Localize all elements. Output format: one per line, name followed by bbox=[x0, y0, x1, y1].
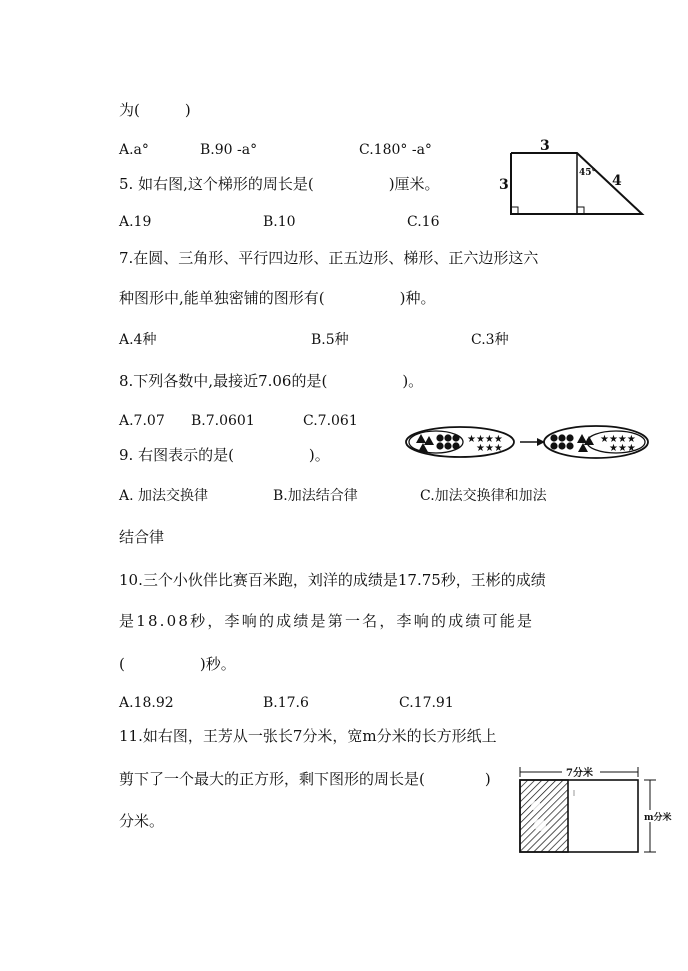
q7-stem-line2: 种图形中,能单独密铺的图形有( )种。 bbox=[119, 289, 436, 307]
length-label: 7分米 bbox=[566, 768, 593, 779]
q9-option-c-cont: 结合律 bbox=[119, 528, 165, 546]
q7-option-b: B.5种 bbox=[311, 332, 349, 348]
triangle-icon bbox=[577, 434, 587, 443]
q10-option-b: B.17.6 bbox=[263, 695, 309, 711]
q4-option-b: B.90 -a° bbox=[200, 142, 258, 158]
q7-stem-line1: 7.在圆、三角形、平行四边形、正五边形、梯形、正六边形这六 bbox=[119, 249, 539, 267]
q8-option-c: C.7.061 bbox=[303, 413, 358, 429]
q4-option-a: A.a° bbox=[119, 142, 149, 158]
cut-square-hatched bbox=[520, 780, 568, 852]
q4-option-c: C.180° -a° bbox=[359, 142, 432, 158]
q5-option-a: A.19 bbox=[119, 214, 152, 230]
paper-blemish bbox=[534, 819, 546, 831]
dot-icon bbox=[566, 434, 573, 441]
q8-option-b: B.7.0601 bbox=[191, 413, 255, 429]
trapezoid-angle-label: 45° bbox=[579, 168, 597, 178]
dot-icon bbox=[452, 442, 459, 449]
star-group-icon: ★★★ bbox=[476, 443, 503, 454]
q7-option-a: A.4种 bbox=[119, 332, 157, 348]
q10-stem-line2: 是18.08秒，李响的成绩是第一名，李响的成绩可能是 bbox=[119, 612, 535, 630]
q11-stem-line1: 11.如右图，王芳从一张长7分米，宽m分米的长方形纸上 bbox=[119, 727, 497, 745]
dot-icon bbox=[550, 434, 557, 441]
q11-stem-line2: 剪下了一个最大的正方形，剩下图形的周长是( ) bbox=[119, 770, 491, 788]
q5-option-b: B.10 bbox=[263, 214, 296, 230]
right-angle-mark-mid bbox=[577, 207, 584, 214]
q9-option-b: B.加法结合律 bbox=[273, 488, 358, 504]
width-label: m分米 bbox=[644, 813, 672, 823]
q9-option-a: A. 加法交换律 bbox=[119, 488, 209, 504]
dot-icon bbox=[558, 442, 565, 449]
q4-tail: 为( ) bbox=[119, 101, 191, 119]
q10-stem-line3: ( )秒。 bbox=[119, 655, 236, 673]
q10-option-a: A.18.92 bbox=[119, 695, 174, 711]
dot-icon bbox=[558, 434, 565, 441]
dot-icon bbox=[436, 434, 443, 441]
star-group-icon: ★★★★ bbox=[600, 434, 636, 445]
trapezoid-slant-label: 4 bbox=[612, 173, 622, 189]
q11-stem-line3: 分米。 bbox=[119, 812, 165, 830]
q5-stem: 5. 如右图,这个梯形的周长是( )厘米。 bbox=[119, 175, 440, 193]
star-group-icon: ★★★ bbox=[609, 443, 636, 454]
trapezoid-top-label: 3 bbox=[540, 138, 550, 154]
q9-option-c: C.加法交换律和加法 bbox=[420, 488, 547, 504]
dot-icon bbox=[566, 442, 573, 449]
triangle-icon bbox=[424, 436, 434, 445]
q9-stem: 9. 右图表示的是( )。 bbox=[119, 446, 330, 464]
paper-blemish bbox=[531, 801, 541, 811]
q10-stem-line1: 10.三个小伙伴比赛百米跑，刘洋的成绩是17.75秒，王彬的成绩 bbox=[119, 571, 546, 589]
paper-rectangle-figure bbox=[510, 762, 672, 858]
q7-option-c: C.3种 bbox=[471, 332, 509, 348]
q8-option-a: A.7.07 bbox=[119, 413, 165, 429]
right-angle-mark-left bbox=[511, 207, 518, 214]
q5-option-c: C.16 bbox=[407, 214, 440, 230]
dot-icon bbox=[452, 434, 459, 441]
addition-law-figure bbox=[405, 424, 651, 464]
q10-option-c: C.17.91 bbox=[399, 695, 454, 711]
q8-stem: 8.下列各数中,最接近7.06的是( )。 bbox=[119, 372, 424, 390]
trapezoid-figure bbox=[495, 138, 655, 218]
dot-icon bbox=[444, 434, 451, 441]
dot-icon bbox=[550, 442, 557, 449]
trapezoid-left-label: 3 bbox=[499, 177, 509, 193]
star-group-icon: ★★★★ bbox=[467, 434, 503, 445]
triangle-icon bbox=[416, 434, 426, 443]
dot-icon bbox=[436, 442, 443, 449]
dot-icon bbox=[444, 442, 451, 449]
